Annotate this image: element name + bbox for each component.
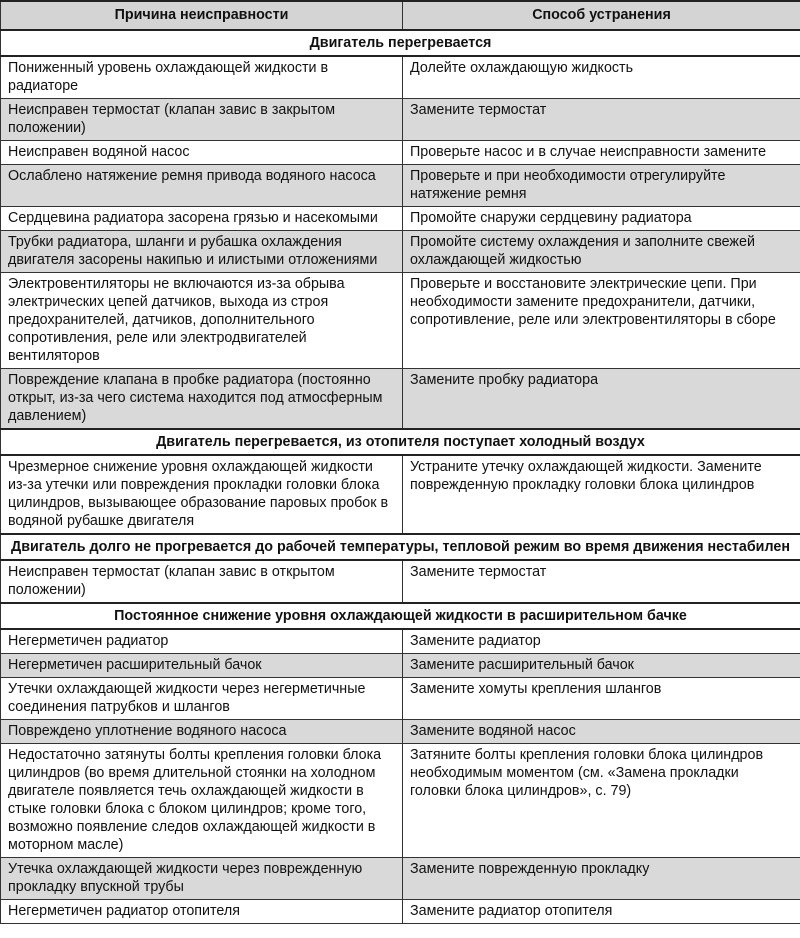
section-header-row <box>1 534 800 560</box>
remedy-cell: Замените термостат <box>403 560 800 603</box>
remedy-cell: Затяните болты крепления головки блока цилиндров необходимым моментом (см. «Замена прокладки головки блока цилиндров», с. 79) <box>403 744 800 858</box>
remedy-cell: Проверьте и восстановите электрические цепи. При необходимости замените предохранители, датчики, сопротивление, реле или электровентиляторы в сборе <box>403 273 800 369</box>
table-row <box>1 900 800 924</box>
section-header-row <box>1 30 800 56</box>
section-header-row <box>1 429 800 455</box>
remedy-cell: Замените хомуты крепления шлангов <box>403 678 800 720</box>
table-row <box>1 858 800 900</box>
remedy-cell: Замените радиатор отопителя <box>403 900 800 924</box>
remedy-cell: Проверьте и при необходимости отрегулируйте натяжение ремня <box>403 165 800 207</box>
remedy-cell: Промойте систему охлаждения и заполните свежей охлаждающей жидкостью <box>403 231 800 273</box>
table-row <box>1 99 800 141</box>
section-title: Двигатель перегревается <box>1 30 800 56</box>
cause-cell: Пониженный уровень охлаждающей жидкости в радиаторе <box>1 56 403 99</box>
table-row <box>1 207 800 231</box>
table-row <box>1 455 800 534</box>
table-row <box>1 560 800 603</box>
table-row <box>1 165 800 207</box>
table-row <box>1 141 800 165</box>
cause-cell: Утечка охлаждающей жидкости через поврежденную прокладку впускной трубы <box>1 858 403 900</box>
remedy-cell: Замените расширительный бачок <box>403 654 800 678</box>
remedy-cell: Замените радиатор <box>403 629 800 654</box>
cause-cell: Негерметичен радиатор <box>1 629 403 654</box>
section-title: Двигатель долго не прогревается до рабочей температуры, тепловой режим во время движения нестабилен <box>1 534 800 560</box>
cause-column-header: Причина неисправности <box>1 1 403 30</box>
table-row <box>1 56 800 99</box>
remedy-cell: Долейте охлаждающую жидкость <box>403 56 800 99</box>
cause-cell: Утечки охлаждающей жидкости через негерметичные соединения патрубков и шлангов <box>1 678 403 720</box>
section-title: Двигатель перегревается, из отопителя поступает холодный воздух <box>1 429 800 455</box>
table-row <box>1 678 800 720</box>
table-row <box>1 231 800 273</box>
cause-cell: Неисправен термостат (клапан завис в открытом положении) <box>1 560 403 603</box>
remedy-cell: Проверьте насос и в случае неисправности замените <box>403 141 800 165</box>
cause-cell: Негерметичен расширительный бачок <box>1 654 403 678</box>
table-row <box>1 629 800 654</box>
cause-cell: Сердцевина радиатора засорена грязью и насекомыми <box>1 207 403 231</box>
remedy-cell: Замените пробку радиатора <box>403 369 800 430</box>
cause-cell: Ослаблено натяжение ремня привода водяного насоса <box>1 165 403 207</box>
table-row <box>1 654 800 678</box>
cause-cell: Трубки радиатора, шланги и рубашка охлаждения двигателя засорены накипью и илистыми отложениями <box>1 231 403 273</box>
section-header-row <box>1 603 800 629</box>
remedy-cell: Устраните утечку охлаждающей жидкости. Замените поврежденную прокладку головки блока цилиндров <box>403 455 800 534</box>
remedy-cell: Промойте снаружи сердцевину радиатора <box>403 207 800 231</box>
remedy-column-header: Способ устранения <box>403 1 800 30</box>
cause-cell: Повреждение клапана в пробке радиатора (постоянно открыт, из-за чего система находится под атмосферным давлением) <box>1 369 403 430</box>
table-row <box>1 744 800 858</box>
table-row <box>1 369 800 430</box>
cause-cell: Чрезмерное снижение уровня охлаждающей жидкости из-за утечки или повреждения прокладки головки блока цилиндров, вызывающее образование паровых пробок в водяной рубашке двигателя <box>1 455 403 534</box>
table-row <box>1 720 800 744</box>
cause-cell: Неисправен водяной насос <box>1 141 403 165</box>
table-body <box>1 30 800 924</box>
remedy-cell: Замените поврежденную прокладку <box>403 858 800 900</box>
table-row <box>1 273 800 369</box>
remedy-cell: Замените водяной насос <box>403 720 800 744</box>
cause-cell: Электровентиляторы не включаются из-за обрыва электрических цепей датчиков, выхода из строя предохранителей, датчиков, дополнительного сопротивления, реле или электродвигателей вентиляторов <box>1 273 403 369</box>
section-title: Постоянное снижение уровня охлаждающей жидкости в расширительном бачке <box>1 603 800 629</box>
cause-cell: Повреждено уплотнение водяного насоса <box>1 720 403 744</box>
table-header-row <box>1 1 800 30</box>
cause-cell: Негерметичен радиатор отопителя <box>1 900 403 924</box>
cause-cell: Недостаточно затянуты болты крепления головки блока цилиндров (во время длительной стоянки на холодном двигателе появляется течь охлаждающей жидкости в стыке головки блока с блоком цилиндров; кроме того, возможно появление следов охлаждающей жидкости в моторном масле) <box>1 744 403 858</box>
cause-cell: Неисправен термостат (клапан завис в закрытом положении) <box>1 99 403 141</box>
remedy-cell: Замените термостат <box>403 99 800 141</box>
